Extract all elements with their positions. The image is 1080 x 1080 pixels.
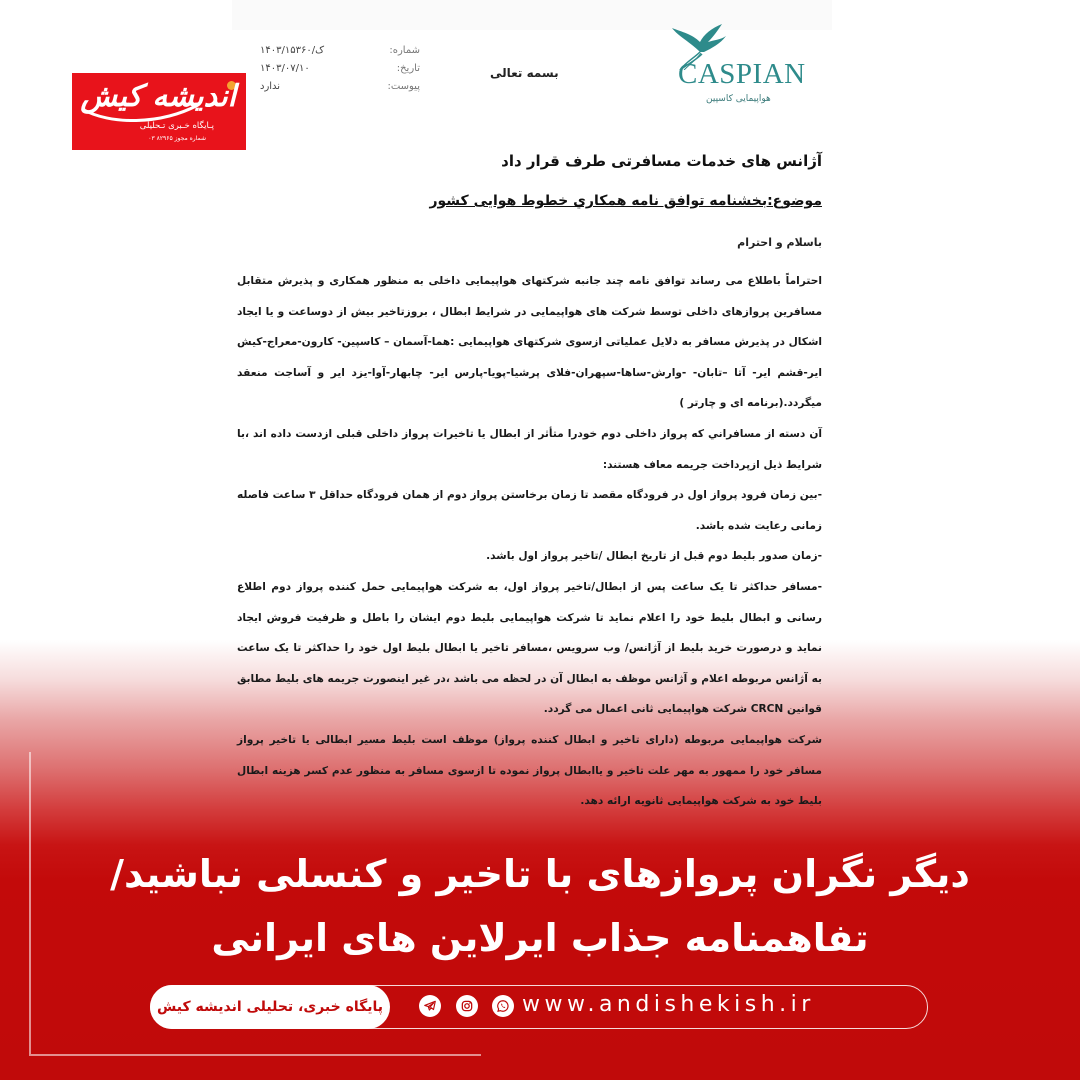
meta-label: تاریخ: (396, 63, 420, 74)
body-paragraph: شرکت هواپیمایی مربوطه (دارای تاخیر و ابطال کننده پرواز) موظف است بلیط مسیر ابطالی یا تاخیر پرواز مسافر خود را ممهور به مهر علت تاخیر و یاابطال پرواز نموده تا ازسوی مسافر به منظور عدم کسر هزینه ابطال بلیط خود به شرکت هواپیمایی ثانویه ارائه دهد. (237, 733, 822, 808)
letter-subject: موضوع:بخشنامه توافق نامه همکاري خطوط هوایی کشور (429, 193, 822, 209)
headline-line-2: تفاهمنامه جذاب ایرلاین های ایرانی (211, 916, 869, 960)
telegram-icon[interactable] (419, 995, 441, 1017)
headline (60, 842, 1020, 970)
logo-license: شماره مجوز ۸۲۹۶۵ ۰۳ (148, 135, 206, 142)
scanned-letter (220, 0, 840, 808)
meta-value: ندارد (260, 81, 281, 92)
meta-date (260, 60, 420, 78)
footer-badge (150, 985, 390, 1029)
basmala: بسمه تعالی (490, 66, 559, 80)
caspian-logo (662, 22, 822, 102)
meta-attachment (260, 78, 420, 96)
caspian-subtitle: هواپیمایی کاسپین (706, 94, 771, 104)
caspian-wordmark: CASPIAN (678, 58, 806, 90)
andishekish-logo (71, 72, 247, 151)
website-url[interactable]: www.andishekish.ir (522, 992, 815, 1017)
frame-line-vertical (29, 752, 31, 1054)
body-paragraph: احتراماً باطلاع می رساند توافق نامه چند جانبه شرکتهای هواپیمایی داخلی به منظور همکاری و پذیرش متقابل مسافرین پروازهای داخلی توسط شرکت های هواپیمایی در شرایط ابطال ، بروزتاخیر بیش از دوساعت و یا ایجاد اشکال در پذیرش مسافر به دلایل عملیاتی ازسوی شرکتهای هواپیمایی :هما-آسمان – کاسپین- کارون-معراج-کیش ایر-قشم ایر- آتا –تابان- -وارش-ساها-سپهران-فلای پرشیا-پویا-پارس ایر- چابهار-آوا-یزد ایر و آساجت منعقد میگردد.(برنامه ای و چارتر ) (237, 275, 822, 410)
meta-value: ۱۴۰۳/۰۷/۱۰ (260, 63, 310, 74)
frame-line-horizontal (29, 1054, 481, 1056)
meta-value: ۱۴۰۳/۱۵۳۶۰/ک (260, 45, 325, 56)
body-paragraph: -زمان صدور بلیط دوم قبل از تاریخ ابطال /تاخیر پرواز اول باشد. (486, 550, 822, 563)
logo-brand: اندیشه کیش (80, 79, 236, 114)
footer-badge-text: پایگاه خبری، تحلیلی اندیشه کیش (156, 999, 384, 1015)
headline-line-1: دیگر نگران پروازهای با تاخیر و کنسلی نباشید/ (110, 852, 970, 896)
letter-addressee: آژانس های خدمات مسافرتی طرف قرار داد (501, 152, 822, 170)
meta-label: پیوست: (387, 81, 420, 92)
meta-number (260, 42, 420, 60)
whatsapp-icon[interactable] (492, 995, 514, 1017)
letter-greeting: باسلام و احترام (737, 236, 822, 249)
body-paragraph: -بین زمان فرود پرواز اول در فرودگاه مقصد تا زمان برخاستن پرواز دوم از همان فرودگاه حداقل ۳ ساعت فاصله زمانی رعایت شده باشد. (237, 489, 823, 532)
body-paragraph: آن دسته از مسافراني که پرواز داخلی دوم خودرا متأثر از ابطال یا تاخیرات پرواز داخلی قبلی ازدست داده اند ،با شرایط ذیل ازپرداخت جریمه معاف هستند: (237, 427, 822, 471)
meta-label: شماره: (389, 45, 420, 56)
letter-meta (260, 42, 420, 96)
logo-tagline: پـایگاه خـبری تـحلیلی (139, 121, 214, 131)
body-paragraph: -مسافر حداکثر تا یک ساعت پس از ابطال/تاخیر پرواز اول، به شرکت هواپیمایی حمل کننده پرواز دوم اطلاع رسانی و ابطال بلیط خود را اعلام نماید تا شرکت هواپیمایی بلیط دوم ایشان را باطل و ظرفیت فروش ایجاد نماید و درصورت خرید بلیط از آژانس/ وب سرویس ،مسافر تاخیر یا ابطال بلیط اول خود را حداکثر تا یک ساعت به آژانس مربوطه اعلام و آژانس موظف به ابطال آن در لحظه می باشد ،در غیر اینصورت جریمه های بلیط مطابق قوانین CRCN شرکت هواپیمایی ثانی اعمال می گردد. (237, 580, 822, 716)
instagram-icon[interactable] (456, 995, 478, 1017)
letter-body (237, 266, 822, 817)
